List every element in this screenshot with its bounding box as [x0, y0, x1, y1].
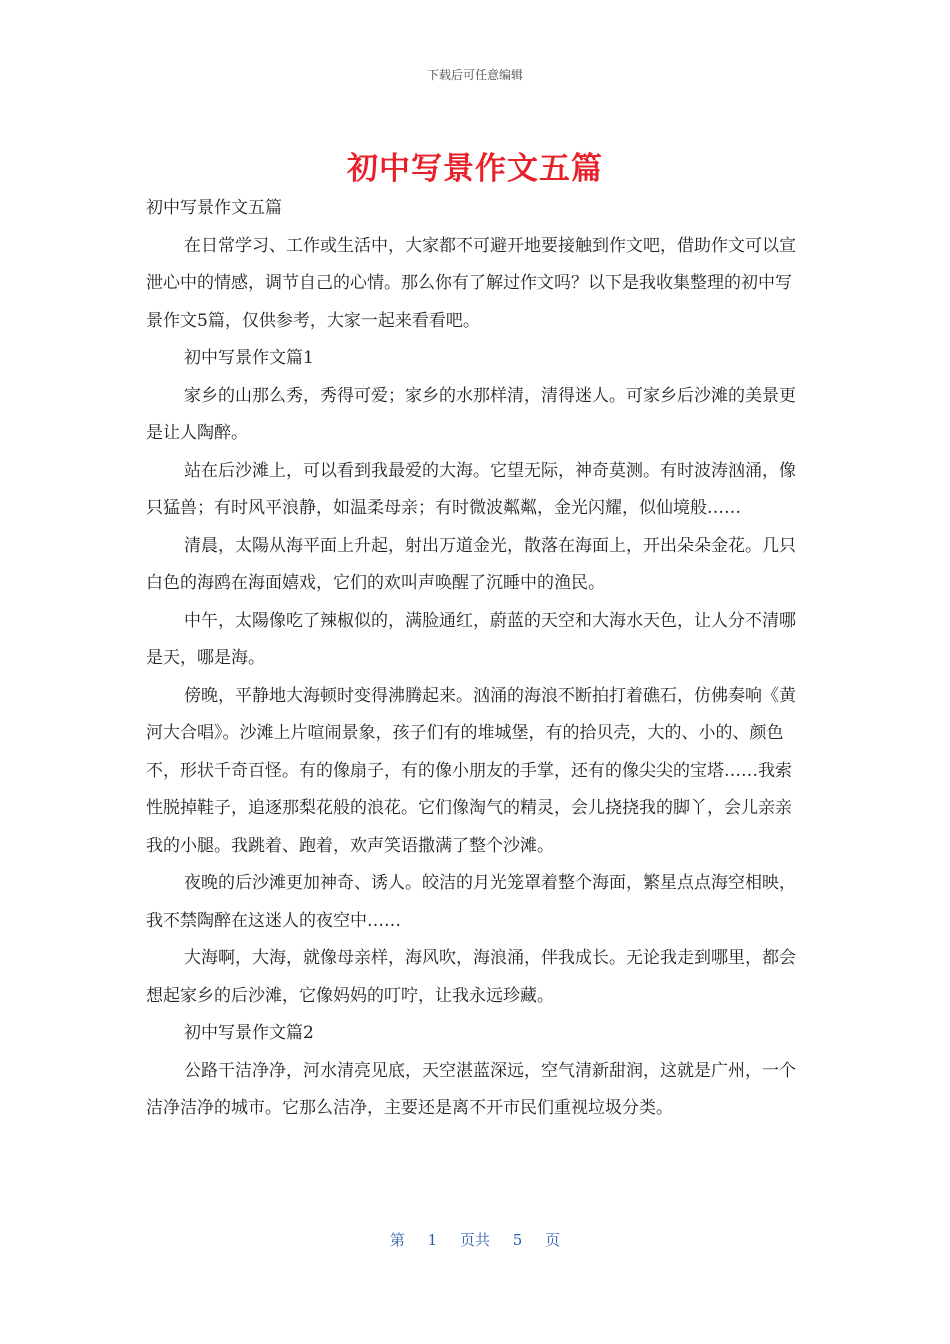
paragraph: 站在后沙滩上，可以看到我最爱的大海。它望无际，神奇莫测。有时波涛汹涌，像只猛兽；有时风平浪静，如温柔母亲；有时微波粼粼，金光闪耀，似仙境般……: [146, 460, 796, 518]
paragraph-intro: 在日常学习、工作或生活中，大家都不可避开地要接触到作文吧，借助作文可以宣泄心中的情感，调节自己的心情。那么你有了解过作文吗？以下是我收集整理的初中写景作文5篇，仅供参考，大家一起来看看吧。: [146, 235, 796, 331]
footer-prefix: 第: [389, 1231, 405, 1249]
paragraph: 家乡的山那么秀，秀得可爱；家乡的水那样清，清得迷人。可家乡后沙滩的美景更是让人陶醉。: [146, 385, 796, 443]
footer-page-number: 1: [427, 1231, 438, 1249]
paragraph: 公路干洁净净，河水清亮见底，天空湛蓝深远，空气清新甜润，这就是广州，一个洁净洁净的城市。它那么洁净，主要还是离不开市民们重视垃圾分类。: [146, 1060, 796, 1118]
footer-suffix: 页: [545, 1231, 561, 1249]
page-title: 初中写景作文五篇: [347, 151, 603, 187]
paragraph: 中午，太陽像吃了辣椒似的，满脸通红，蔚蓝的天空和大海水天色，让人分不清哪是天，哪是海。: [146, 610, 796, 668]
section-heading-2: 初中写景作文篇2: [184, 1023, 314, 1043]
footer-total-pages: 5: [512, 1231, 523, 1249]
document-subtitle: 初中写景作文五篇: [146, 198, 282, 218]
footer-middle: 页共: [459, 1231, 490, 1249]
paragraph: 清晨，太陽从海平面上升起，射出万道金光，散落在海面上，开出朵朵金花。几只白色的海鸥在海面嬉戏，它们的欢叫声唤醒了沉睡中的渔民。: [146, 535, 796, 593]
header-note: 下载后可任意编辑: [426, 68, 523, 82]
paragraph: 大海啊，大海，就像母亲样，海风吹，海浪涌，伴我成长。无论我走到哪里，都会想起家乡的后沙滩，它像妈妈的叮咛，让我永远珍藏。: [146, 948, 796, 1006]
paragraph: 傍晚，平静地大海顿时变得沸腾起来。汹涌的海浪不断拍打着礁石，仿佛奏响《黄河大合唱》。沙滩上片喧闹景象，孩子们有的堆城堡，有的拾贝壳，大的、小的、颜色不，形状千奇百怪。有的像扇子，有的像小朋友的手掌，还有的像尖尖的宝塔……我索性脱掉鞋子，追逐那梨花般的浪花。它们像淘气的精灵，会儿挠挠我的脚丫，会儿亲亲我的小腿。我跳着、跑着，欢声笑语撒满了整个沙滩。: [146, 685, 796, 856]
page-footer: [0, 1229, 950, 1250]
paragraph: 夜晚的后沙滩更加神奇、诱人。皎洁的月光笼罩着整个海面，繁星点点海空相映，我不禁陶醉在这迷人的夜空中……: [146, 873, 796, 931]
document-body: [146, 190, 806, 1128]
section-heading-1: 初中写景作文篇1: [184, 348, 314, 368]
